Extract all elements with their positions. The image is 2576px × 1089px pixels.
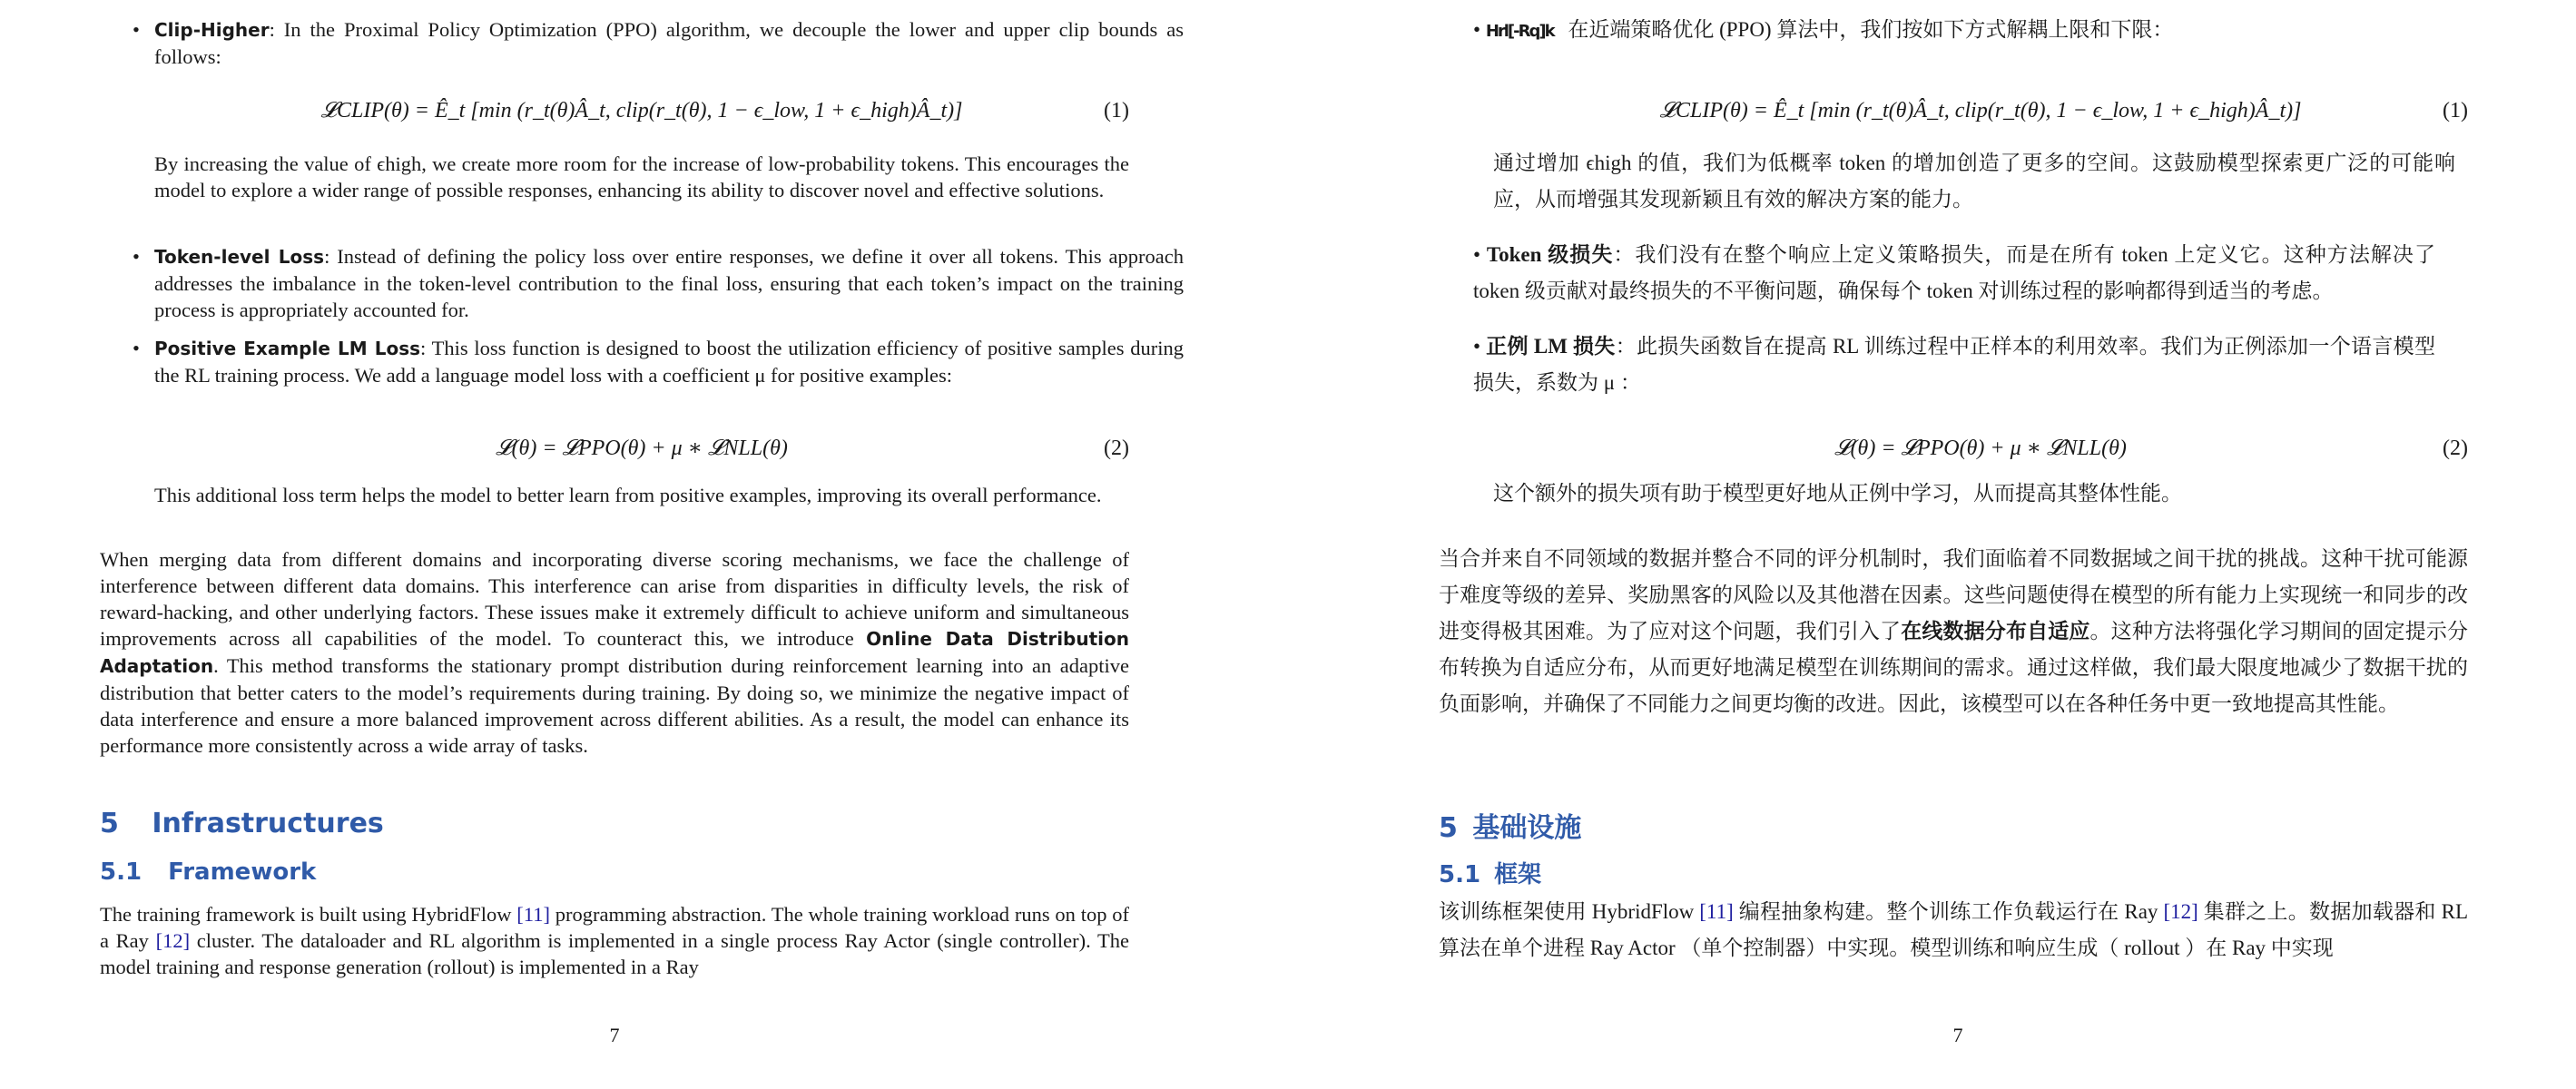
term-token-level-loss: Token-level Loss xyxy=(154,246,325,268)
bullet-dot: • xyxy=(1473,18,1481,41)
token-level-text: : Instead of defining the policy loss over entire responses, we define it over all tokens. This approach addresses the imbalance in the token-level contribution to the final loss, ensuring that each token’s impact on the training process is appropriately accounted for. xyxy=(154,245,1184,321)
citation-11-zh[interactable]: [11] xyxy=(1699,900,1734,923)
bullet-clip-higher-zh xyxy=(1473,12,2468,50)
data-distribution-paragraph xyxy=(100,546,1129,759)
citation-12[interactable]: [12] xyxy=(155,929,191,952)
bullet-dot: • xyxy=(133,245,140,268)
equation-2-formula: 𝓛(θ) = 𝓛PPO(θ) + μ ∗ 𝓛NLL(θ) xyxy=(496,437,788,460)
term-positive-example-loss: Positive Example LM Loss xyxy=(154,338,420,359)
equation-1 xyxy=(154,93,1129,129)
bullet-dot: • xyxy=(133,18,140,41)
section-title-zh: 基础设施 xyxy=(1472,812,1582,844)
positive-text: : This loss function is designed to boost the utilization efficiency of positive samples during the RL training process. We add a language model loss with a coefficient μ for positive examples: xyxy=(154,337,1184,387)
section-number-zh: 5 xyxy=(1439,812,1458,844)
page-number-zh: 7 xyxy=(1952,1024,1963,1046)
subsection-heading xyxy=(100,858,316,886)
bullet-token-level-zh xyxy=(1473,237,2435,309)
equation-2-formula-zh: 𝓛(θ) = 𝓛PPO(θ) + μ ∗ 𝓛NLL(θ) xyxy=(1834,437,2127,460)
equation-1-number-zh: (1) xyxy=(2443,99,2468,123)
bullet-dot: • xyxy=(1473,335,1481,358)
framework-text-2: programming abstraction. The whole training workload runs on top of a Ray xyxy=(100,903,1129,952)
framework-text-3: cluster. The dataloader and RL algorithm is implemented in a single process Ray Actor (single controller). The model training and response generation (rollout) is implemented in a Ray xyxy=(100,929,1129,978)
equation-1-zh xyxy=(1493,93,2468,129)
positive-explanation-zh: 这个额外的损失项有助于模型更好地从正例中学习，从而提高其整体性能。 xyxy=(1493,482,2182,505)
section-number: 5 xyxy=(100,808,119,839)
framework-paragraph-zh xyxy=(1439,894,2468,966)
citation-11[interactable]: [11] xyxy=(516,903,550,926)
bullet-positive-zh xyxy=(1473,329,2435,401)
framework-paragraph xyxy=(100,901,1129,980)
framework-text-1: The training framework is built using HybridFlow xyxy=(100,903,517,926)
data-distribution-paragraph-zh xyxy=(1439,541,2468,722)
framework-text-1-zh: 该训练框架使用 HybridFlow xyxy=(1439,900,1700,923)
paragraph-text-2: . This method transforms the stationary prompt distribution during reinforcement learning into an adaptive distribution that better caters to the model’s requirements during training. By doing so, we minimize the negative impact of data interference and ensure a more balanced improvement across different abilities. As a result, the model can enhance its performance more consistently across a wide array of tasks. xyxy=(100,654,1129,757)
term-token-level-zh: Token 级损失 xyxy=(1486,243,1614,266)
section-heading-zh xyxy=(1439,805,1581,845)
equation-2-number: (2) xyxy=(1104,437,1129,460)
clip-higher-explanation-zh: 通过增加 ϵhigh 的值，我们为低概率 token 的增加创造了更多的空间。这鼓励模型探索更广泛的可能响应，从而增强其发现新颖且有效的解决方案的能力。 xyxy=(1493,152,2455,211)
bullet-dot: • xyxy=(1473,243,1481,266)
equation-2-number-zh: (2) xyxy=(2443,437,2468,460)
term-positive-zh: 正例 LM 损失 xyxy=(1486,335,1616,358)
term-clip-higher-zh: Hrl[-Rq]k xyxy=(1485,22,1554,41)
term-clip-higher: Clip-Higher xyxy=(154,19,270,41)
bullet-clip-higher xyxy=(100,16,1184,70)
subsection-number-zh: 5.1 xyxy=(1439,861,1481,888)
token-level-text-zh: ：我们没有在整个响应上定义策略损失，而是在所有 token 上定义它。这种方法解决了 token 级贡献对最终损失的不平衡问题，确保每个 token 对训练过程的影响都得到适当的考虑。 xyxy=(1473,243,2435,302)
equation-2-zh xyxy=(1493,430,2468,466)
paragraph-text-1-zh: 当合并来自不同领域的数据并整合不同的评分机制时，我们面临着不同数据域之间干扰的挑战。这种干扰可能源于难度等级的差异、奖励黑客的风险以及其他潜在因素。这些问题使得在模型的所有能力上实现统一和同步的改进变得极其困难。为了应对这个问题，我们引入了 xyxy=(1439,547,2468,643)
term-online-data-distribution-zh: 在线数据分布自适应 xyxy=(1901,620,2090,643)
citation-12-zh[interactable]: [12] xyxy=(2163,900,2198,923)
clip-higher-text: : In the Proximal Policy Optimization (PPO) algorithm, we decouple the lower and upper clip bounds as follows: xyxy=(154,18,1184,68)
positive-explanation: This additional loss term helps the model to better learn from positive examples, improving its overall performance. xyxy=(154,484,1102,506)
page-number: 7 xyxy=(609,1024,620,1046)
clip-higher-explanation: By increasing the value of ϵhigh, we create more room for the increase of low-probability tokens. This encourages the model to explore a wider range of possible responses, enhancing its ability to discover novel and effective solutions. xyxy=(154,152,1129,201)
equation-2 xyxy=(154,430,1129,466)
framework-text-2-zh: 编程抽象构建。整个训练工作负载运行在 Ray xyxy=(1733,900,2164,923)
paragraph-text-2-zh: 。这种方法将强化学习期间的固定提示分布转换为自适应分布，从而更好地满足模型在训练期间的需求。通过这样做，我们最大限度地减少了数据干扰的负面影响，并确保了不同能力之间更均衡的改进。因此，该模型可以在各种任务中更一致地提高其性能。 xyxy=(1439,620,2469,715)
section-heading xyxy=(100,808,384,839)
term-online-data-distribution: Online Data Distribution Adaptation xyxy=(100,628,1129,677)
equation-1-number: (1) xyxy=(1104,99,1129,123)
positive-text-zh: ：此损失函数旨在提高 RL 训练过程中正样本的利用效率。我们为正例添加一个语言模型损失，系数为 μ ： xyxy=(1473,335,2435,394)
clip-higher-text-zh: 在近端策略优化 (PPO) 算法中，我们按如下方式解耦上限和下限： xyxy=(1568,18,2174,41)
subsection-number: 5.1 xyxy=(100,858,143,886)
bullet-positive-example-loss xyxy=(100,335,1184,388)
equation-1-formula-zh: 𝓛CLIP(θ) = Ê_t [min (r_t(θ)Â_t, clip(r_t(θ), 1 − ϵ_low, 1 + ϵ_high)Â_t)] xyxy=(1659,99,2302,123)
paragraph-text-1: When merging data from different domains and incorporating diverse scoring mechanisms, we face the challenge of interference between different data domains. This interference can arise from disparities in difficulty levels, the risk of reward-hacking, and other underlying factors. These issues make it extremely difficult to achieve uniform and simultaneous improvements across all capabilities of the model. To counteract this, we introduce xyxy=(100,548,1129,650)
framework-text-3-zh: 集群之上。数据加载器和 RL 算法在单个进程 Ray Actor （单个控制器）中实现。模型训练和响应生成（ rollout ）在 Ray 中实现 xyxy=(1439,900,2468,959)
subsection-title: Framework xyxy=(168,858,317,886)
equation-1-formula: 𝓛CLIP(θ) = Ê_t [min (r_t(θ)Â_t, clip(r_t(θ), 1 − ϵ_low, 1 + ϵ_high)Â_t)] xyxy=(320,99,963,123)
chinese-page xyxy=(1288,0,2576,1089)
subsection-heading-zh xyxy=(1439,856,1541,889)
bullet-dot: • xyxy=(133,337,140,359)
bullet-token-level-loss xyxy=(100,243,1184,323)
section-title: Infrastructures xyxy=(152,808,384,839)
subsection-title-zh: 框架 xyxy=(1494,861,1542,888)
